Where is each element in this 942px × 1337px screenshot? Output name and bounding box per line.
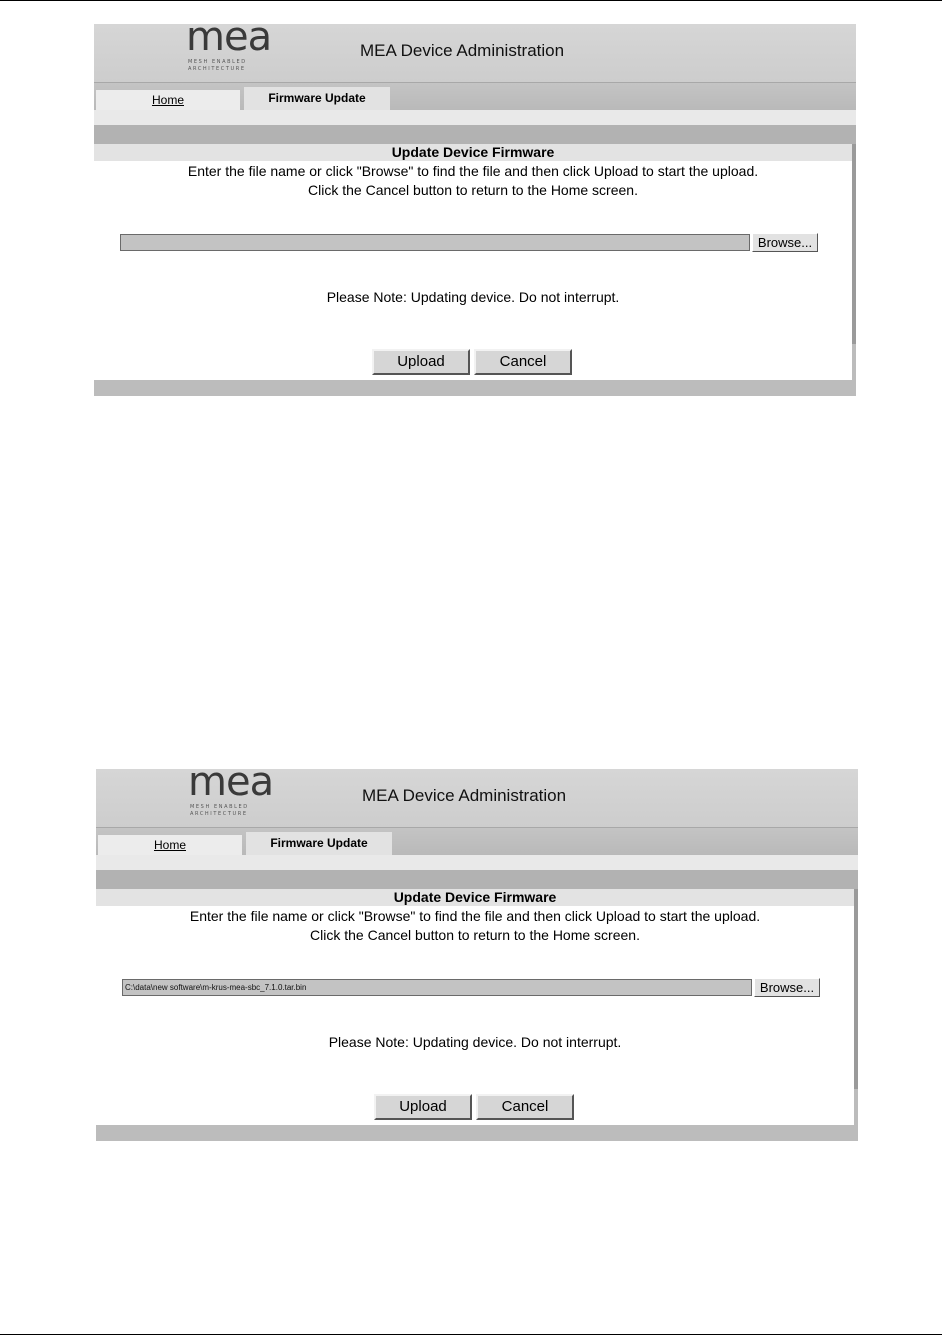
instruction-text: Click the Cancel button to return to the Home screen.	[308, 182, 638, 198]
scrollbar[interactable]	[852, 144, 856, 344]
tab-home[interactable]: Home	[96, 90, 240, 110]
app-header	[94, 24, 856, 82]
update-note: Please Note: Updating device. Do not interrupt.	[328, 1034, 622, 1050]
logo-tagline: ARCHITECTURE	[188, 66, 246, 72]
logo-word: mea	[188, 769, 274, 805]
cancel-button[interactable]: Cancel	[474, 349, 572, 375]
instruction-text: Enter the file name or click "Browse" to find the file and then click Upload to start the upload.	[189, 908, 761, 924]
page-bottom-rule	[0, 1334, 942, 1335]
update-firmware-panel	[96, 889, 854, 1125]
tab-firmware-update[interactable]: Firmware Update	[244, 87, 390, 110]
toolbar-band	[94, 110, 856, 125]
scrollbar[interactable]	[854, 889, 858, 1089]
logo-tagline: MESH ENABLED	[190, 804, 249, 810]
upload-button[interactable]: Upload	[372, 349, 470, 375]
app-title: MEA Device Administration	[362, 786, 567, 805]
browse-button[interactable]: Browse...	[754, 978, 820, 997]
app-title: MEA Device Administration	[360, 41, 565, 60]
browse-button[interactable]: Browse...	[752, 233, 818, 252]
update-note: Please Note: Updating device. Do not interrupt.	[326, 289, 620, 305]
panel-title: Update Device Firmware	[94, 144, 852, 161]
separator-band	[96, 870, 858, 889]
upload-button[interactable]: Upload	[374, 1094, 472, 1120]
instruction-text: Click the Cancel button to return to the Home screen.	[310, 927, 640, 943]
firmware-screenshot-empty	[94, 24, 856, 396]
file-path-input[interactable]	[120, 234, 750, 251]
toolbar-band	[96, 855, 858, 870]
separator-band	[94, 125, 856, 144]
app-header	[96, 769, 858, 827]
page-top-rule	[0, 0, 942, 1]
mea-logo	[186, 24, 272, 73]
tab-bar	[94, 83, 856, 110]
logo-tagline: ARCHITECTURE	[190, 811, 248, 817]
file-path-input[interactable]: C:\data\new software\m-krus-mea-sbc_7.1.0.tar.bin	[122, 979, 752, 996]
logo-tagline: MESH ENABLED	[188, 59, 247, 65]
tab-bar	[96, 828, 858, 855]
panel-title: Update Device Firmware	[96, 889, 854, 906]
tab-home[interactable]: Home	[98, 835, 242, 855]
instruction-text: Enter the file name or click "Browse" to find the file and then click Upload to start the upload.	[187, 163, 759, 179]
mea-logo	[188, 769, 274, 818]
tab-firmware-update[interactable]: Firmware Update	[246, 832, 392, 855]
firmware-screenshot-filled	[96, 769, 858, 1141]
cancel-button[interactable]: Cancel	[476, 1094, 574, 1120]
logo-word: mea	[186, 24, 272, 60]
update-firmware-panel	[94, 144, 852, 380]
